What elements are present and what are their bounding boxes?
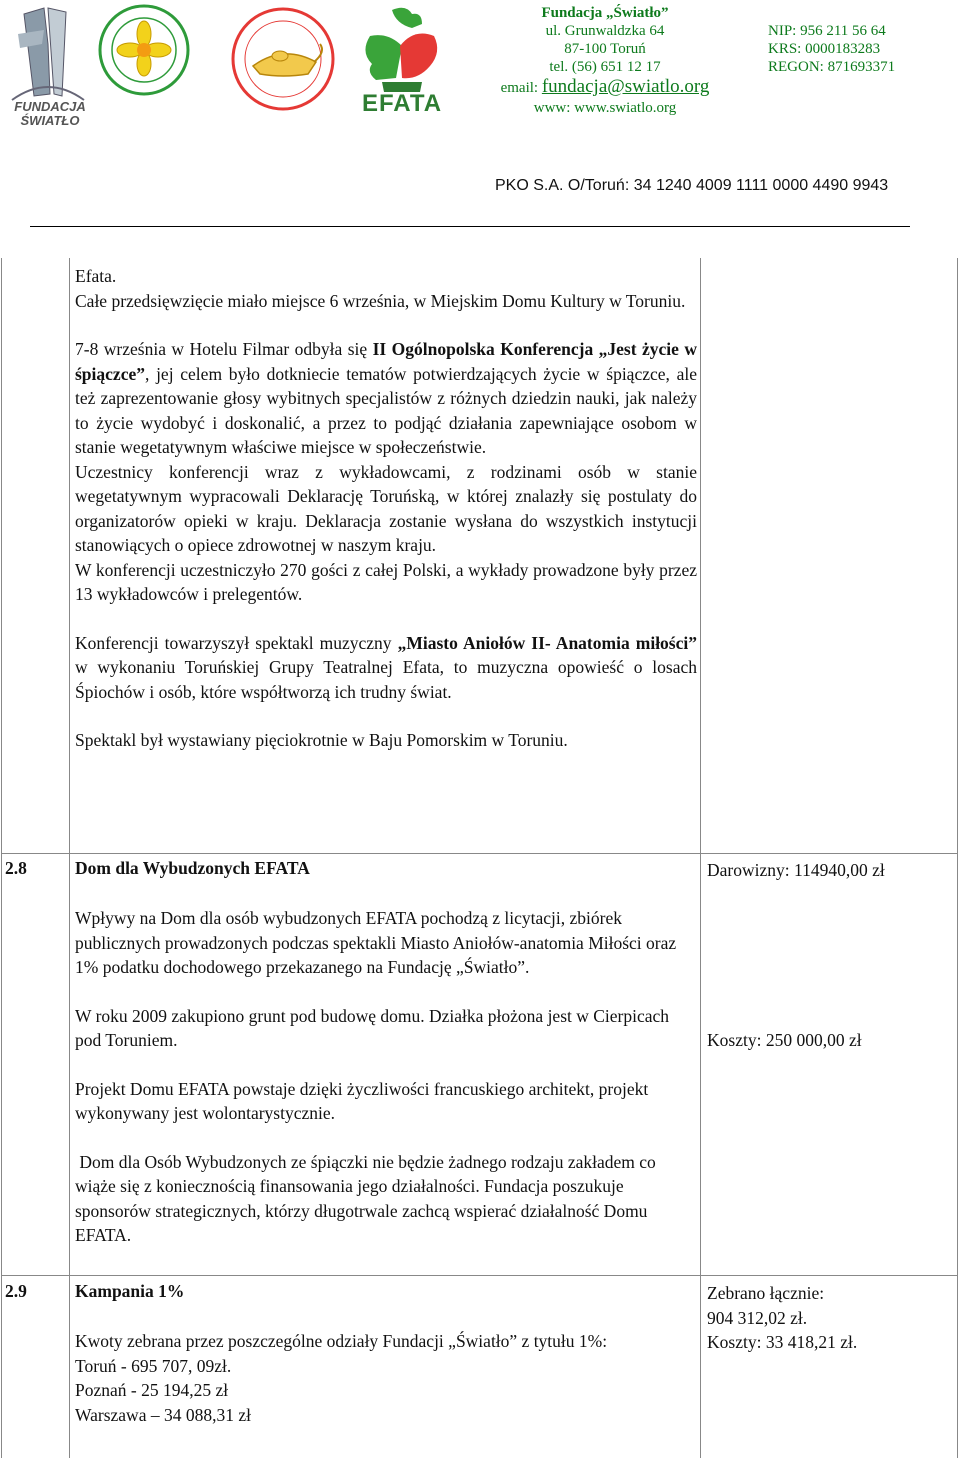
nip: NIP: 956 211 56 64 [768, 23, 886, 39]
intro-p2-b: , jej celem było dotkniecie tematów potwierdzających życie w śpiączce, ale też zaprezentowanie głosy wybitnych specjalistów z różnych dziedzin nauki, jak należy to życie wydobyć i doskonalić, a przez to podjąć działania zapewniające osobom w stanie wegetatywnym właściwe miejsce w społeczeństwie. [75, 363, 697, 457]
org-contact-block [470, 4, 740, 117]
section-2-8-content [75, 906, 697, 1248]
campaign-costs: Koszty: 33 418,21 zł. [707, 1332, 858, 1352]
table-row-divider-1 [1, 853, 957, 854]
intro-p6: Spektakl był wystawiany pięciokrotnie w Baju Pomorskim w Toruniu. [75, 730, 568, 750]
intro-content [75, 264, 697, 753]
krs: KRS: 0000183283 [768, 41, 881, 57]
header-divider [30, 226, 910, 227]
www-link[interactable]: www: www.swiatlo.org [533, 100, 677, 116]
org-phone: tel. (56) 651 12 17 [549, 59, 661, 75]
email-label: email: [500, 80, 539, 96]
efata-logo-text: EFATA [361, 90, 443, 117]
collected-label: Zebrano łącznie: [707, 1283, 825, 1303]
s28-p3: Projekt Domu EFATA powstaje dzięki życzliwości francuskiego architekt, projekt wykonywany jest wolontarystycznie. [75, 1078, 649, 1123]
donations-amount: Darowizny: 114940,00 zł [707, 860, 885, 880]
campaign-totals [707, 1281, 857, 1355]
table-border-right [957, 258, 958, 1458]
section-2-9-content [75, 1329, 697, 1427]
email-link[interactable]: fundacja@swiatlo.org [541, 76, 710, 97]
s28-p1: Wpływy na Dom dla osób wybudzonych EFATA pochodzą z licytacji, zbiórek publicznych prowadzonych podczas spektakli Miasto Aniołów-anatomia Miłości oraz 1% podatku dochodowego przekazanego na Fundację „Światło”. [75, 908, 677, 977]
intro-p3: Uczestnicy konferencji wraz z wykładowcami, z rodzinami osób w stanie wegetatywnym wypracowali Deklarację Toruńską, w której znalazły się postulaty do organizatorów opieki w kraju. Deklaracja zostanie wysłana do wszystkich instytucji stanowiących o opiece zdrowotnej w naszym kraju. [75, 461, 697, 555]
fundusz-logo [228, 4, 338, 114]
s29-torun: Toruń - 695 707, 09zł. [75, 1355, 232, 1376]
swiatlo-logo-text: FUNDACJA ŚWIATŁO [14, 99, 86, 128]
table-border-left [1, 258, 2, 1458]
section-2-8-title: Dom dla Wybudzonych EFATA [75, 858, 310, 878]
table-row-divider-2 [1, 1275, 957, 1276]
org-registry-block [768, 22, 958, 76]
s28-p2: W roku 2009 zakupiono grunt pod budowę domu. Działka płożona jest w Cierpicach pod Toruniem. [75, 1005, 670, 1050]
intro-p1-first: Efata. [75, 266, 117, 286]
table-border-col1 [69, 258, 70, 1458]
s28-p4: Dom dla Osób Wybudzonych ze śpiączki nie będzie żadnego rodzaju zakładem co wiąże się z koniecznością finansowania jego działalności. Fundacja poszukuje sponsorów strategicznych, którzy długotrwale zachcą wspierać działalność Domu EFATA. [75, 1151, 661, 1245]
s29-intro: Kwoty zebrana przez poszczególne odziały Fundacji „Światło” z tytułu 1%: [75, 1331, 608, 1351]
collected-value: 904 312,02 zł. [707, 1307, 808, 1328]
intro-p5 [75, 631, 697, 705]
org-city: 87-100 Toruń [564, 41, 646, 57]
efata-logo [352, 2, 452, 124]
costs-amount: Koszty: 250 000,00 zł [707, 1030, 862, 1050]
regon: REGON: 871693371 [768, 59, 896, 75]
intro-p2-a: 7-8 września w Hotelu Filmar odbyła się [75, 339, 373, 359]
intro-p2 [75, 337, 697, 460]
akademia-logo [96, 2, 192, 98]
section-2-8-number: 2.8 [5, 858, 27, 878]
intro-p5-b: w wykonaniu Toruńskiej Grupy Teatralnej Efata, to muzyczna opowieść o losach Śpiochów i osób, które współtworzą ich trudny świat. [75, 657, 697, 702]
section-2-9-title: Kampania 1% [75, 1281, 185, 1301]
org-address: ul. Grunwaldzka 64 [545, 23, 665, 39]
intro-p4: W konferencji uczestniczyło 270 gości z całej Polski, a wykłady prowadzone były przez 13 wykładowców i prelegentów. [75, 559, 697, 604]
intro-p1: Całe przedsięwzięcie miało miejsce 6 września, w Miejskim Domu Kultury w Toruniu. [75, 290, 686, 311]
section-2-9-number: 2.9 [5, 1281, 27, 1301]
play-title: „Miasto Aniołów II- Anatomia miłości” [397, 632, 697, 653]
intro-p5-a: Konferencji towarzyszył spektakl muzyczny [75, 632, 398, 653]
s29-warszawa: Warszawa – 34 088,31 zł [75, 1404, 251, 1425]
swiatlo-logo [4, 4, 92, 134]
org-name: Fundacja „Światło” [541, 5, 669, 21]
table-border-col2 [700, 258, 701, 1458]
bank-account: PKO S.A. O/Toruń: 34 1240 4009 1111 0000 4490 9943 [495, 177, 889, 194]
s29-poznan: Poznań - 25 194,25 zł [75, 1380, 229, 1400]
conference-title: II Ogólnopolska Konferencja „Jest życie w śpiączce” [75, 339, 697, 384]
